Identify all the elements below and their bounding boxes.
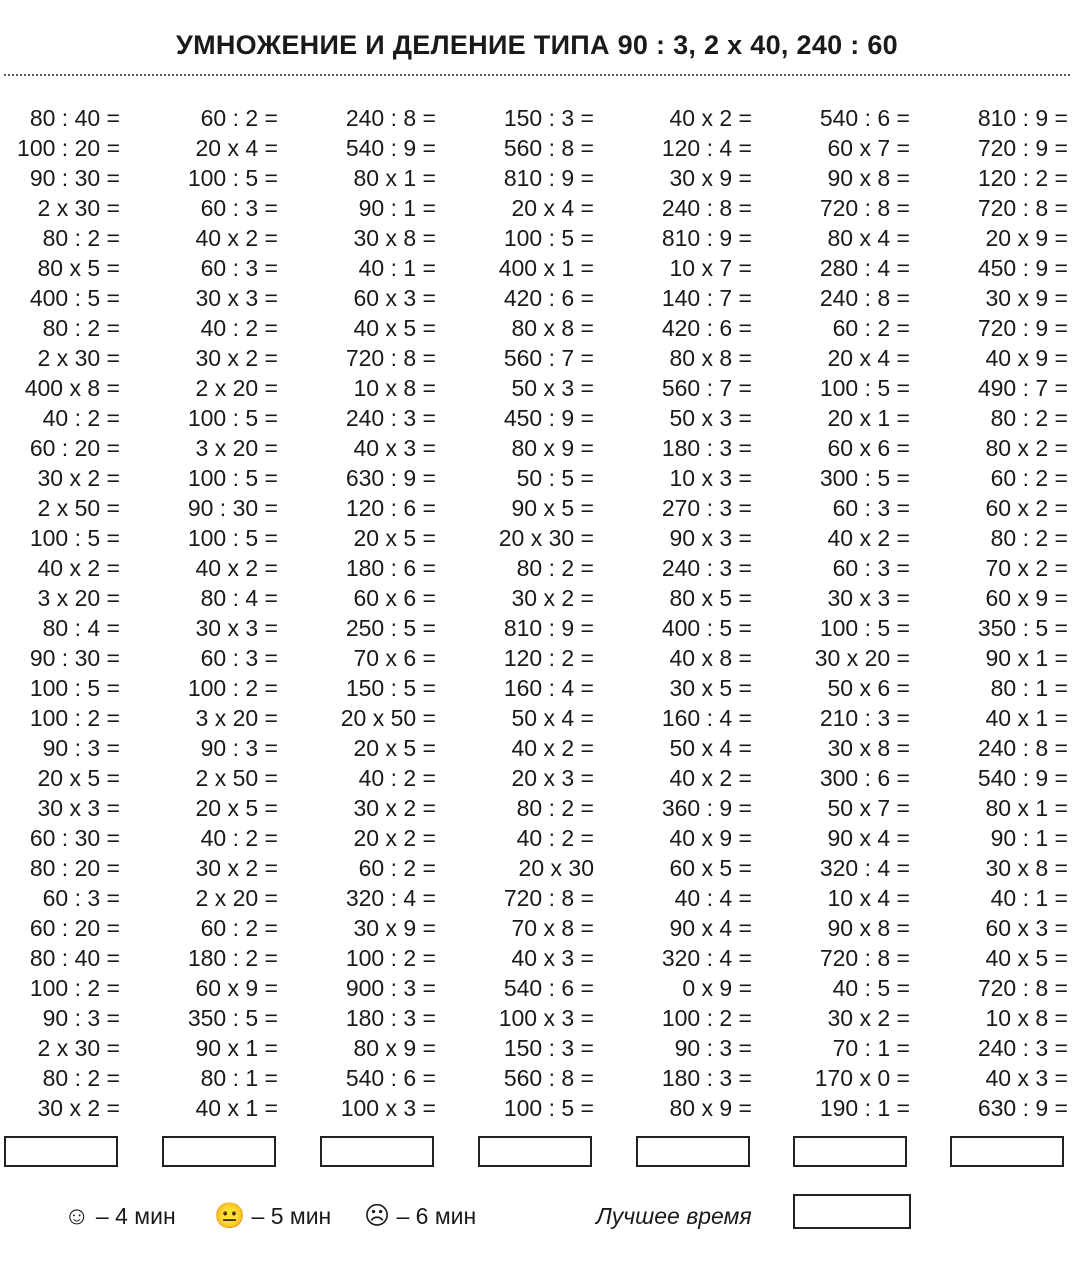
exercise-item: 80 : 40 =: [29, 945, 120, 971]
exercise-item: 60 : 3 =: [200, 255, 278, 281]
exercise-item: 90 : 3 =: [42, 1005, 120, 1031]
exercise-item: 80 : 2 =: [42, 315, 120, 341]
exercise-item: 30 x 8 =: [827, 735, 910, 761]
exercise-item: 80 x 8 =: [511, 315, 594, 341]
exercise-item: 60 : 2 =: [832, 315, 910, 341]
answer-box-6[interactable]: [793, 1136, 907, 1167]
exercise-item: 90 x 4 =: [827, 825, 910, 851]
exercise-item: 180 : 6 =: [345, 555, 436, 581]
exercise-item: 40 : 1 =: [358, 255, 436, 281]
exercise-item: 240 : 8 =: [819, 285, 910, 311]
exercise-item: 100 : 5 =: [819, 615, 910, 641]
exercise-item: 100 : 2 =: [29, 705, 120, 731]
exercise-item: 10 x 3 =: [669, 465, 752, 491]
exercise-item: 100 : 5 =: [819, 375, 910, 401]
exercise-item: 70 x 8 =: [511, 915, 594, 941]
legend-slow: [364, 1200, 476, 1232]
exercise-item: 60 x 2 =: [985, 495, 1068, 521]
exercise-item: 60 x 3 =: [353, 285, 436, 311]
answer-box-4[interactable]: [478, 1136, 592, 1167]
exercise-item: 80 : 2 =: [990, 525, 1068, 551]
exercise-item: 100 : 2 =: [187, 675, 278, 701]
exercise-column-4: [464, 103, 594, 1123]
exercise-item: 150 : 3 =: [503, 1035, 594, 1061]
exercise-item: 30 x 3 =: [827, 585, 910, 611]
exercise-item: 360 : 9 =: [661, 795, 752, 821]
exercise-item: 540 : 6 =: [503, 975, 594, 1001]
exercise-item: 280 : 4 =: [819, 255, 910, 281]
exercise-item: 170 x 0 =: [814, 1065, 910, 1091]
legend-medium: [214, 1200, 331, 1232]
legend-fast: [64, 1200, 176, 1232]
exercise-item: 240 : 8 =: [345, 105, 436, 131]
exercise-item: 50 x 6 =: [827, 675, 910, 701]
exercise-item: 90 : 30 =: [29, 165, 120, 191]
page-title: УМНОЖЕНИЕ И ДЕЛЕНИЕ ТИПА 90 : 3, 2 х 40, 240 : 60: [176, 30, 898, 60]
exercise-item: 40 : 1 =: [990, 885, 1068, 911]
exercise-item: 100 x 3 =: [340, 1095, 436, 1121]
legend-slow-label: – 6 мин: [390, 1203, 477, 1229]
exercise-item: 250 : 5 =: [345, 615, 436, 641]
answer-box-7[interactable]: [950, 1136, 1064, 1167]
exercise-item: 60 : 3 =: [42, 885, 120, 911]
exercise-item: 2 x 30 =: [37, 345, 120, 371]
exercise-item: 30 x 2 =: [827, 1005, 910, 1031]
exercise-item: 50 x 3 =: [511, 375, 594, 401]
exercise-item: 400 : 5 =: [661, 615, 752, 641]
answer-box-2[interactable]: [162, 1136, 276, 1167]
exercise-item: 30 x 9 =: [985, 285, 1068, 311]
exercise-item: 70 x 2 =: [985, 555, 1068, 581]
exercise-item: 40 x 9 =: [985, 345, 1068, 371]
smile-face-icon: ☺: [64, 1202, 90, 1230]
exercise-item: 720 : 9 =: [977, 135, 1068, 161]
exercise-item: 40 x 8 =: [669, 645, 752, 671]
exercise-item: 420 : 6 =: [503, 285, 594, 311]
exercise-item: 80 : 2 =: [516, 795, 594, 821]
exercise-item: 40 x 2 =: [511, 735, 594, 761]
exercise-item: 150 : 5 =: [345, 675, 436, 701]
exercise-item: 560 : 7 =: [503, 345, 594, 371]
exercise-item: 90 : 1 =: [990, 825, 1068, 851]
exercise-column-6: [780, 103, 910, 1123]
exercise-item: 100 x 3 =: [498, 1005, 594, 1031]
exercise-item: 40 x 3 =: [511, 945, 594, 971]
exercise-item: 40 : 2 =: [42, 405, 120, 431]
exercise-item: 100 : 20 =: [17, 135, 120, 161]
sad-face-icon: ☹: [364, 1202, 391, 1230]
exercise-item: 20 x 9 =: [985, 225, 1068, 251]
exercise-item: 100 : 5 =: [503, 1095, 594, 1121]
exercise-item: 30 x 9 =: [353, 915, 436, 941]
exercise-item: 60 : 3 =: [832, 555, 910, 581]
exercise-item: 2 x 30 =: [37, 1035, 120, 1061]
exercise-item: 80 x 4 =: [827, 225, 910, 251]
exercise-item: 40 x 2 =: [195, 225, 278, 251]
exercise-item: 20 x 30 =: [498, 525, 594, 551]
exercise-item: 40 x 5 =: [353, 315, 436, 341]
exercise-item: 100 : 5 =: [187, 405, 278, 431]
exercise-item: 180 : 2 =: [187, 945, 278, 971]
exercise-item: 100 : 5 =: [187, 165, 278, 191]
exercise-item: 300 : 5 =: [819, 465, 910, 491]
exercise-item: 50 x 4 =: [511, 705, 594, 731]
exercise-item: 560 : 8 =: [503, 135, 594, 161]
exercise-item: 400 : 5 =: [29, 285, 120, 311]
answer-box-5[interactable]: [636, 1136, 750, 1167]
exercise-item: 30 x 3 =: [195, 615, 278, 641]
exercise-item: 80 x 9 =: [511, 435, 594, 461]
exercise-item: 10 x 8 =: [353, 375, 436, 401]
exercise-item: 40 x 2 =: [195, 555, 278, 581]
exercise-item: 160 : 4 =: [661, 705, 752, 731]
exercise-item: 70 : 1 =: [832, 1035, 910, 1061]
dotted-divider: [4, 74, 1070, 76]
exercise-item: 190 : 1 =: [819, 1095, 910, 1121]
exercise-item: 20 x 4 =: [195, 135, 278, 161]
exercise-item: 40 x 3 =: [353, 435, 436, 461]
exercise-item: 40 : 2 =: [358, 765, 436, 791]
exercise-item: 30 x 2 =: [37, 465, 120, 491]
exercise-item: 80 x 1 =: [353, 165, 436, 191]
exercise-item: 60 x 9 =: [195, 975, 278, 1001]
exercise-item: 810 : 9 =: [503, 615, 594, 641]
exercise-item: 720 : 8 =: [503, 885, 594, 911]
exercise-item: 60 x 3 =: [985, 915, 1068, 941]
exercise-item: 60 x 7 =: [827, 135, 910, 161]
exercise-item: 400 x 1 =: [498, 255, 594, 281]
exercise-item: 80 x 5 =: [37, 255, 120, 281]
exercise-item: 2 x 20 =: [195, 375, 278, 401]
exercise-item: 80 x 2 =: [985, 435, 1068, 461]
exercise-item: 140 : 7 =: [661, 285, 752, 311]
exercise-item: 80 : 2 =: [42, 225, 120, 251]
exercise-item: 560 : 8 =: [503, 1065, 594, 1091]
neutral-face-icon: 😐: [214, 1202, 246, 1230]
exercise-item: 30 x 2 =: [195, 345, 278, 371]
exercise-item: 60 : 2 =: [200, 105, 278, 131]
exercise-item: 60 x 5 =: [669, 855, 752, 881]
exercise-item: 320 : 4 =: [819, 855, 910, 881]
exercise-column-1: [0, 103, 120, 1123]
exercise-item: 100 : 5 =: [29, 525, 120, 551]
exercise-item: 420 : 6 =: [661, 315, 752, 341]
exercise-item: 540 : 6 =: [819, 105, 910, 131]
exercise-item: 80 : 1 =: [200, 1065, 278, 1091]
exercise-item: 20 x 5 =: [195, 795, 278, 821]
exercise-item: 90 x 1 =: [195, 1035, 278, 1061]
exercise-item: 540 : 9 =: [977, 765, 1068, 791]
answer-box-1[interactable]: [4, 1136, 118, 1167]
exercise-item: 30 x 9 =: [669, 165, 752, 191]
exercise-item: 320 : 4 =: [661, 945, 752, 971]
exercise-item: 160 : 4 =: [503, 675, 594, 701]
exercise-item: 240 : 8 =: [661, 195, 752, 221]
exercise-item: 80 : 2 =: [990, 405, 1068, 431]
legend-fast-label: – 4 мин: [89, 1203, 176, 1229]
exercise-item: 20 x 30: [518, 855, 594, 881]
exercise-item: 210 : 3 =: [819, 705, 910, 731]
exercise-item: 720 : 9 =: [977, 315, 1068, 341]
exercise-item: 80 : 4 =: [200, 585, 278, 611]
exercise-item: 540 : 9 =: [345, 135, 436, 161]
exercise-item: 180 : 3 =: [661, 1065, 752, 1091]
exercise-item: 60 x 6 =: [353, 585, 436, 611]
exercise-item: 2 x 50 =: [195, 765, 278, 791]
exercise-item: 810 : 9 =: [977, 105, 1068, 131]
exercise-column-7: [938, 103, 1068, 1123]
exercise-item: 720 : 8 =: [345, 345, 436, 371]
exercise-item: 30 x 3 =: [37, 795, 120, 821]
exercise-item: 150 : 3 =: [503, 105, 594, 131]
best-time-label: Лучшее время: [596, 1203, 752, 1229]
exercise-item: 2 x 50 =: [37, 495, 120, 521]
exercise-item: 90 x 1 =: [985, 645, 1068, 671]
exercise-item: 100 : 5 =: [503, 225, 594, 251]
exercise-item: 40 : 2 =: [516, 825, 594, 851]
exercise-item: 30 x 2 =: [511, 585, 594, 611]
exercise-item: 3 x 20 =: [195, 435, 278, 461]
answer-box-3[interactable]: [320, 1136, 434, 1167]
exercise-item: 30 x 8 =: [353, 225, 436, 251]
best-time-box[interactable]: [793, 1194, 911, 1229]
exercise-item: 40 : 2 =: [200, 315, 278, 341]
exercise-item: 90 x 8 =: [827, 165, 910, 191]
exercise-item: 40 x 2 =: [669, 105, 752, 131]
exercise-item: 2 x 20 =: [195, 885, 278, 911]
exercise-item: 40 x 5 =: [985, 945, 1068, 971]
exercise-item: 40 x 9 =: [669, 825, 752, 851]
exercise-item: 240 : 3 =: [345, 405, 436, 431]
exercise-item: 50 x 3 =: [669, 405, 752, 431]
exercise-item: 60 : 2 =: [358, 855, 436, 881]
exercise-item: 30 x 8 =: [985, 855, 1068, 881]
exercise-item: 90 : 30 =: [29, 645, 120, 671]
exercise-item: 3 x 20 =: [195, 705, 278, 731]
exercise-item: 80 : 40 =: [29, 105, 120, 131]
exercise-item: 540 : 6 =: [345, 1065, 436, 1091]
exercise-item: 40 x 2 =: [37, 555, 120, 581]
exercise-item: 20 x 5 =: [353, 525, 436, 551]
exercise-item: 100 : 5 =: [29, 675, 120, 701]
exercise-item: 720 : 8 =: [977, 975, 1068, 1001]
exercise-item: 40 x 1 =: [195, 1095, 278, 1121]
exercise-item: 60 x 6 =: [827, 435, 910, 461]
exercise-item: 90 x 8 =: [827, 915, 910, 941]
exercise-item: 20 x 5 =: [37, 765, 120, 791]
exercise-item: 90 : 3 =: [42, 735, 120, 761]
exercise-item: 40 : 5 =: [832, 975, 910, 1001]
exercise-item: 400 x 8 =: [24, 375, 120, 401]
exercise-item: 720 : 8 =: [977, 195, 1068, 221]
exercise-item: 30 x 20 =: [814, 645, 910, 671]
exercise-item: 80 : 4 =: [42, 615, 120, 641]
exercise-item: 450 : 9 =: [977, 255, 1068, 281]
exercise-item: 240 : 3 =: [977, 1035, 1068, 1061]
exercise-item: 20 x 3 =: [511, 765, 594, 791]
legend-medium-label: – 5 мин: [245, 1203, 332, 1229]
exercise-item: 40 : 4 =: [674, 885, 752, 911]
exercise-item: 80 x 9 =: [353, 1035, 436, 1061]
exercise-item: 560 : 7 =: [661, 375, 752, 401]
exercise-item: 100 : 5 =: [187, 525, 278, 551]
exercise-item: 80 : 2 =: [42, 1065, 120, 1091]
exercise-item: 90 : 1 =: [358, 195, 436, 221]
exercise-item: 20 x 4 =: [827, 345, 910, 371]
exercise-item: 80 x 5 =: [669, 585, 752, 611]
exercise-item: 40 x 2 =: [669, 765, 752, 791]
exercise-item: 40 x 1 =: [985, 705, 1068, 731]
exercise-item: 10 x 7 =: [669, 255, 752, 281]
exercise-item: 60 : 20 =: [29, 435, 120, 461]
exercise-item: 80 : 2 =: [516, 555, 594, 581]
exercise-item: 70 x 6 =: [353, 645, 436, 671]
exercise-item: 3 x 20 =: [37, 585, 120, 611]
exercise-item: 720 : 8 =: [819, 945, 910, 971]
exercise-item: 40 x 3 =: [985, 1065, 1068, 1091]
exercise-item: 80 : 20 =: [29, 855, 120, 881]
exercise-item: 100 : 2 =: [661, 1005, 752, 1031]
exercise-item: 180 : 3 =: [661, 435, 752, 461]
exercise-item: 50 x 7 =: [827, 795, 910, 821]
exercise-item: 20 x 2 =: [353, 825, 436, 851]
exercise-item: 350 : 5 =: [977, 615, 1068, 641]
exercise-item: 90 : 3 =: [200, 735, 278, 761]
exercise-item: 60 : 3 =: [200, 645, 278, 671]
exercise-item: 60 : 3 =: [832, 495, 910, 521]
exercise-item: 720 : 8 =: [819, 195, 910, 221]
exercise-item: 120 : 2 =: [977, 165, 1068, 191]
exercise-item: 30 x 5 =: [669, 675, 752, 701]
exercise-item: 30 x 2 =: [195, 855, 278, 881]
exercise-item: 120 : 4 =: [661, 135, 752, 161]
exercise-item: 80 x 9 =: [669, 1095, 752, 1121]
exercise-item: 30 x 3 =: [195, 285, 278, 311]
exercise-item: 90 : 3 =: [674, 1035, 752, 1061]
exercise-item: 810 : 9 =: [661, 225, 752, 251]
exercise-item: 30 x 2 =: [37, 1095, 120, 1121]
exercise-item: 630 : 9 =: [977, 1095, 1068, 1121]
exercise-item: 50 x 4 =: [669, 735, 752, 761]
exercise-item: 60 : 2 =: [990, 465, 1068, 491]
exercise-column-2: [148, 103, 278, 1123]
exercise-item: 630 : 9 =: [345, 465, 436, 491]
exercise-item: 100 : 2 =: [345, 945, 436, 971]
exercise-item: 180 : 3 =: [345, 1005, 436, 1031]
exercise-item: 60 : 3 =: [200, 195, 278, 221]
exercise-item: 450 : 9 =: [503, 405, 594, 431]
exercise-item: 90 : 30 =: [187, 495, 278, 521]
exercise-item: 80 : 1 =: [990, 675, 1068, 701]
exercise-item: 2 x 30 =: [37, 195, 120, 221]
exercise-item: 90 x 3 =: [669, 525, 752, 551]
exercise-item: 60 : 2 =: [200, 915, 278, 941]
exercise-item: 240 : 3 =: [661, 555, 752, 581]
exercise-item: 40 : 2 =: [200, 825, 278, 851]
exercise-item: 100 : 2 =: [29, 975, 120, 1001]
exercise-item: 80 x 8 =: [669, 345, 752, 371]
exercise-item: 90 x 4 =: [669, 915, 752, 941]
exercise-item: 60 : 20 =: [29, 915, 120, 941]
exercise-item: 90 x 5 =: [511, 495, 594, 521]
exercise-item: 270 : 3 =: [661, 495, 752, 521]
exercise-item: 40 x 2 =: [827, 525, 910, 551]
exercise-item: 810 : 9 =: [503, 165, 594, 191]
exercise-item: 350 : 5 =: [187, 1005, 278, 1031]
exercise-column-5: [622, 103, 752, 1123]
exercise-item: 60 : 30 =: [29, 825, 120, 851]
exercise-item: 20 x 50 =: [340, 705, 436, 731]
exercise-column-3: [306, 103, 436, 1123]
exercise-item: 320 : 4 =: [345, 885, 436, 911]
exercise-item: 300 : 6 =: [819, 765, 910, 791]
exercise-item: 30 x 2 =: [353, 795, 436, 821]
exercise-item: 10 x 8 =: [985, 1005, 1068, 1031]
exercise-item: 100 : 5 =: [187, 465, 278, 491]
exercise-item: 120 : 2 =: [503, 645, 594, 671]
exercise-item: 20 x 4 =: [511, 195, 594, 221]
exercise-item: 10 x 4 =: [827, 885, 910, 911]
exercise-item: 490 : 7 =: [977, 375, 1068, 401]
exercise-item: 60 x 9 =: [985, 585, 1068, 611]
exercise-item: 900 : 3 =: [345, 975, 436, 1001]
exercise-item: 80 x 1 =: [985, 795, 1068, 821]
exercise-item: 20 x 1 =: [827, 405, 910, 431]
exercise-item: 120 : 6 =: [345, 495, 436, 521]
exercise-item: 0 x 9 =: [682, 975, 752, 1001]
exercise-item: 240 : 8 =: [977, 735, 1068, 761]
exercise-item: 20 x 5 =: [353, 735, 436, 761]
exercise-item: 50 : 5 =: [516, 465, 594, 491]
